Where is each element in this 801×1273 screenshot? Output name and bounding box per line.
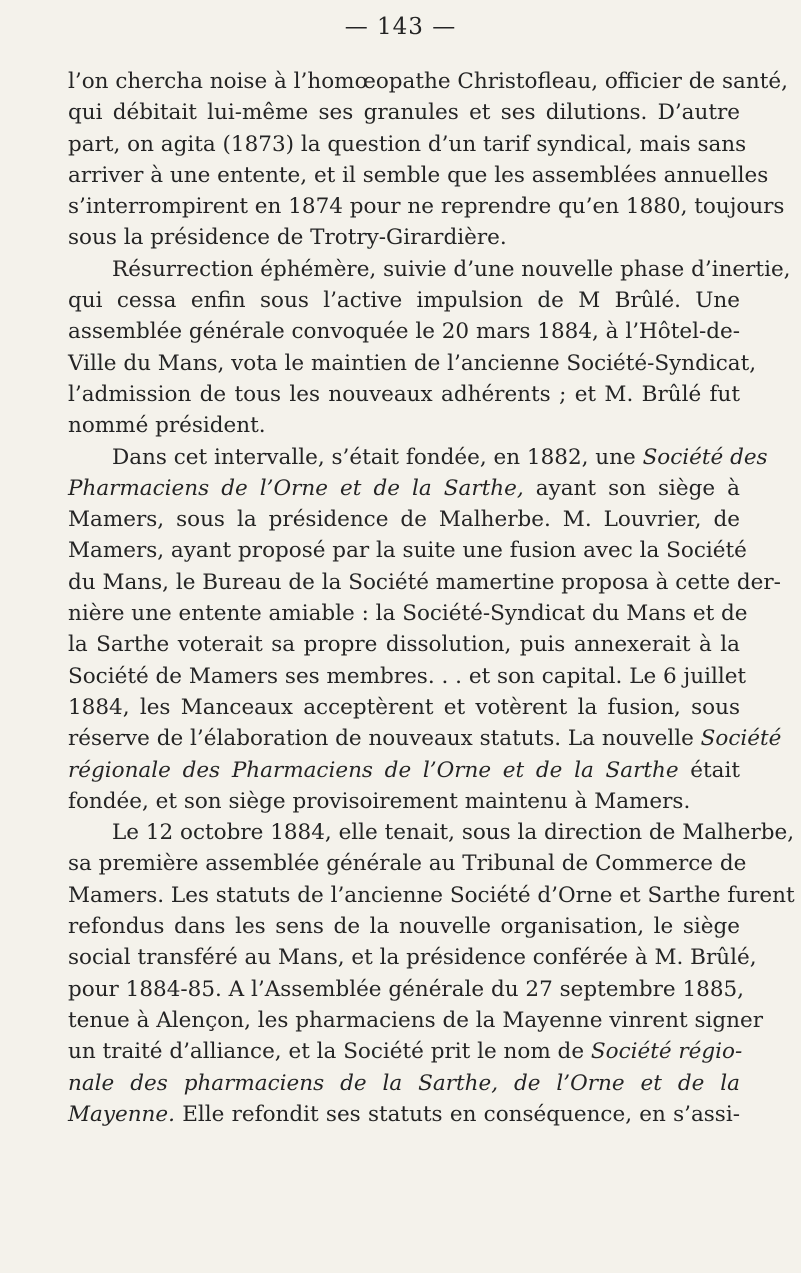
italic-text-segment: Pharmaciens de l’Orne et de la Sarthe, xyxy=(68,475,524,501)
text-line xyxy=(68,692,740,723)
text-segment: l’on chercha noise à l’homœopathe Christofleau, officier de santé, xyxy=(68,69,788,94)
italic-text-segment: Société xyxy=(700,726,782,752)
text-segment: sous la présidence de Trotry-Girardière. xyxy=(68,225,507,251)
text-line xyxy=(68,723,782,754)
text-segment: s’interrompirent en 1874 pour ne reprendre qu’en 1880, toujours xyxy=(68,194,785,220)
text-line xyxy=(68,911,740,942)
italic-text-segment: régionale des Pharmaciens de l’Orne et de la Sarthe xyxy=(68,757,679,783)
text-segment: Résurrection éphémère, suivie d’une nouvelle phase d’inertie, xyxy=(112,256,791,282)
text-line xyxy=(68,1036,743,1067)
text-line xyxy=(68,755,740,786)
text-segment: l’admission de tous les nouveaux adhérents ; et M. Brûlé fut xyxy=(68,381,740,407)
text-line xyxy=(68,567,781,598)
italic-text-segment: Société régio- xyxy=(590,1039,743,1065)
text-line xyxy=(68,786,740,817)
text-segment: assemblée générale convoquée le 20 mars 1884, à l’Hôtel-de- xyxy=(68,319,740,345)
page-number: — 143 — xyxy=(344,14,457,40)
italic-text-segment: Mayenne. xyxy=(68,1101,175,1127)
text-segment: refondus dans les sens de la nouvelle organisation, le siège xyxy=(68,914,740,940)
text-line xyxy=(68,254,791,285)
text-segment: fondée, et son siège provisoirement maintenu à Mamers. xyxy=(68,788,691,814)
text-line xyxy=(68,473,740,504)
text-segment: du Mans, le Bureau de la Société mamertine proposa à cette der- xyxy=(68,569,781,595)
text-segment: était xyxy=(678,757,740,783)
text-line xyxy=(68,942,757,973)
text-line xyxy=(68,504,740,535)
text-segment: nière une entente amiable : la Société-Syndicat du Mans et de xyxy=(68,601,748,627)
text-segment: un traité d’alliance, et la Société prit le nom de xyxy=(68,1039,591,1065)
text-segment: tenue à Alençon, les pharmaciens de la Mayenne vinrent signer xyxy=(68,1007,763,1033)
text-segment: qui débitait lui-même ses granules et ses dilutions. D’autre xyxy=(68,100,740,126)
text-line xyxy=(68,410,740,441)
text-segment: Mamers. Les statuts de l’ancienne Société d’Orne et Sarthe furent xyxy=(68,882,795,908)
text-segment: social transféré au Mans, et la présidence conférée à M. Brûlé, xyxy=(68,945,757,971)
text-line xyxy=(68,1099,740,1130)
text-segment: part, on agita (1873) la question d’un tarif syndical, mais sans xyxy=(68,131,747,157)
text-line xyxy=(68,285,740,316)
text-line xyxy=(68,880,795,911)
text-line xyxy=(68,379,740,410)
text-segment: Société de Mamers ses membres. . . et son capital. Le 6 juillet xyxy=(68,663,747,689)
text-line xyxy=(68,191,785,222)
text-line xyxy=(68,629,740,660)
text-segment: Le 12 octobre 1884, elle tenait, sous la direction de Malherbe, xyxy=(112,820,795,846)
text-segment: sa première assemblée générale au Tribunal de Commerce de xyxy=(68,851,747,877)
text-line xyxy=(68,817,795,848)
text-segment: Mamers, ayant proposé par la suite une fusion avec la Société xyxy=(68,538,747,564)
text-line xyxy=(68,1068,740,1099)
text-line xyxy=(68,442,768,473)
italic-text-segment: nale des pharmaciens de la Sarthe, de l’Orne et de la xyxy=(68,1070,740,1096)
text-segment: ayant son siège à xyxy=(523,475,740,501)
text-line xyxy=(68,66,788,97)
text-line xyxy=(68,160,769,191)
italic-text-segment: Société des xyxy=(642,444,768,470)
text-line xyxy=(68,1005,763,1036)
text-line xyxy=(68,348,757,379)
text-segment: pour 1884-85. A l’Assemblée générale du 27 septembre 1885, xyxy=(68,976,745,1002)
text-line xyxy=(68,598,748,629)
text-segment: Elle refondit ses statuts en conséquence, en s’assi- xyxy=(174,1101,740,1127)
text-line xyxy=(68,316,740,347)
text-segment: Ville du Mans, vota le maintien de l’ancienne Société-Syndicat, xyxy=(68,350,757,376)
text-segment: nommé président. xyxy=(68,413,266,439)
text-segment: qui cessa enfin sous l’active impulsion de M Brûlé. Une xyxy=(68,288,740,314)
text-segment: 1884, les Manceaux acceptèrent et votèrent la fusion, sous xyxy=(68,694,740,720)
text-segment: arriver à une entente, et il semble que les assemblées annuelles xyxy=(68,162,769,188)
text-line xyxy=(68,97,740,128)
text-segment: Dans cet intervalle, s’était fondée, en 1882, une xyxy=(112,444,643,470)
text-line xyxy=(68,848,747,879)
text-line xyxy=(68,129,747,160)
body-text xyxy=(68,66,795,1130)
text-line xyxy=(68,661,747,692)
text-line xyxy=(68,222,740,253)
text-segment: réserve de l’élaboration de nouveaux statuts. La nouvelle xyxy=(68,726,701,752)
text-segment: la Sarthe voterait sa propre dissolution, puis annexerait à la xyxy=(68,632,740,658)
text-segment: Mamers, sous la présidence de Malherbe. M. Louvrier, de xyxy=(68,507,740,533)
text-line xyxy=(68,974,745,1005)
text-line xyxy=(68,535,747,566)
